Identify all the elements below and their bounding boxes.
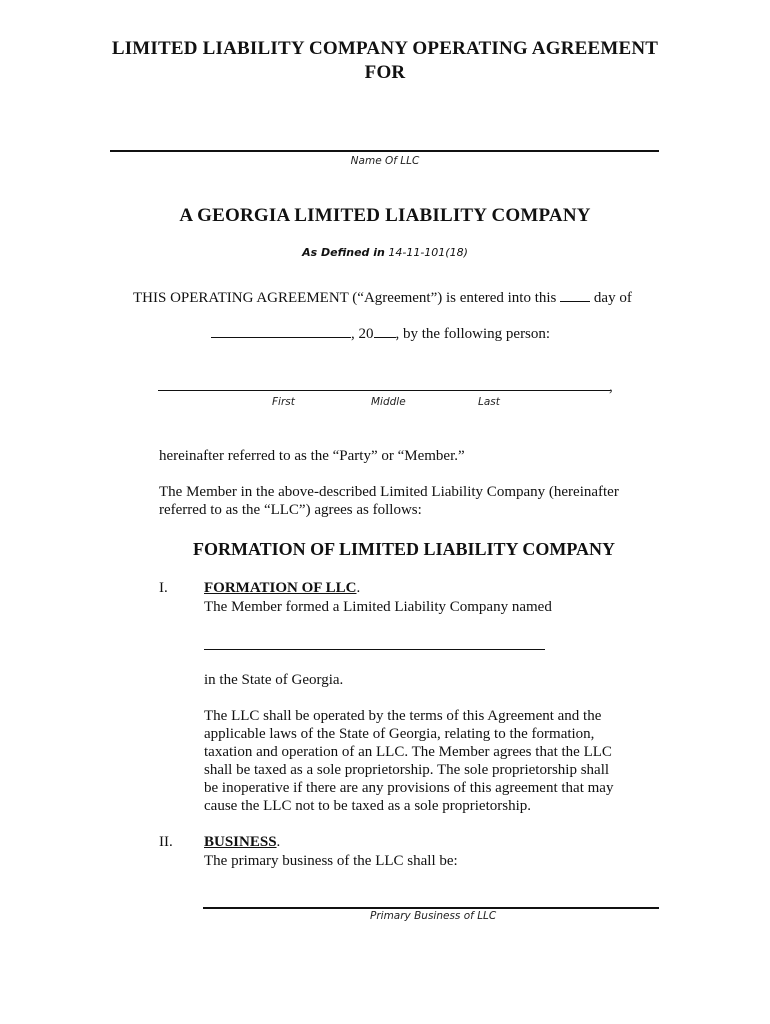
- section-2-heading-period: .: [276, 834, 281, 850]
- section-1-heading-period: .: [356, 580, 361, 596]
- middle-name-label: Middle: [371, 396, 406, 408]
- statute-code: 14-11-101(18): [388, 246, 468, 259]
- intro-text-start: THIS OPERATING AGREEMENT (“Agreement”) is entered into this: [133, 290, 557, 306]
- first-name-label: First: [272, 396, 295, 408]
- document-title-line1: LIMITED LIABILITY COMPANY OPERATING AGREEMENT: [111, 38, 659, 59]
- section-1-heading: [204, 580, 360, 597]
- section-2-heading: [204, 834, 280, 851]
- date-line: [211, 324, 550, 343]
- section-1-para-line3: taxation and operation of an LLC. The Member agrees that the LLC: [204, 744, 612, 760]
- section-1-numeral: I.: [159, 580, 168, 596]
- section-1-para-line4: shall be taxed as a sole proprietorship. The sole proprietorship shall: [204, 762, 610, 778]
- section-1-para-line5: be inoperative if there are any provisions of this agreement that may: [204, 780, 614, 796]
- section-1-intro: The Member formed a Limited Liability Company named: [204, 599, 552, 615]
- member-name-comma: ,: [609, 379, 613, 395]
- section-1-state: in the State of Georgia.: [204, 672, 344, 688]
- date-line-end: , by the following person:: [395, 326, 551, 342]
- primary-business-field-line[interactable]: [203, 907, 659, 909]
- section-2-numeral: II.: [159, 834, 173, 850]
- document-title-line2: FOR: [364, 62, 406, 83]
- section-1-heading-text: FORMATION OF LLC: [204, 580, 357, 596]
- last-name-label: Last: [478, 396, 500, 408]
- month-blank[interactable]: [211, 324, 351, 338]
- section-2-heading-text: BUSINESS: [204, 834, 277, 850]
- party-definition: hereinafter referred to as the “Party” or “Member.”: [159, 448, 465, 464]
- intro-line: [133, 288, 632, 307]
- llc-name-field-label: Name Of LLC: [350, 155, 420, 167]
- statute-prefix: As Defined in: [302, 246, 385, 259]
- day-blank[interactable]: [560, 288, 590, 302]
- year-blank[interactable]: [374, 324, 396, 338]
- member-agreement-line1: The Member in the above-described Limited Liability Company (hereinafter: [159, 484, 619, 500]
- member-name-field-line[interactable]: [158, 390, 610, 391]
- llc-name-field-line[interactable]: [110, 150, 659, 152]
- primary-business-field-label: Primary Business of LLC: [370, 910, 497, 922]
- section-1-para-line1: The LLC shall be operated by the terms of this Agreement and the: [204, 708, 602, 724]
- section-1-para-line6: cause the LLC not to be taxed as a sole proprietorship.: [204, 798, 531, 814]
- document-subtitle: A GEORGIA LIMITED LIABILITY COMPANY: [179, 205, 591, 226]
- section-2-intro: The primary business of the LLC shall be:: [204, 853, 458, 869]
- llc-formed-name-field-line[interactable]: [204, 649, 545, 650]
- year-prefix: , 20: [351, 326, 374, 342]
- member-agreement-line2: referred to as the “LLC”) agrees as follows:: [159, 502, 422, 518]
- intro-text-end: day of: [593, 290, 632, 306]
- section-heading: FORMATION OF LIMITED LIABILITY COMPANY: [193, 539, 616, 559]
- section-1-para-line2: applicable laws of the State of Georgia, relating to the formation,: [204, 726, 595, 742]
- statute-reference: [0, 246, 770, 259]
